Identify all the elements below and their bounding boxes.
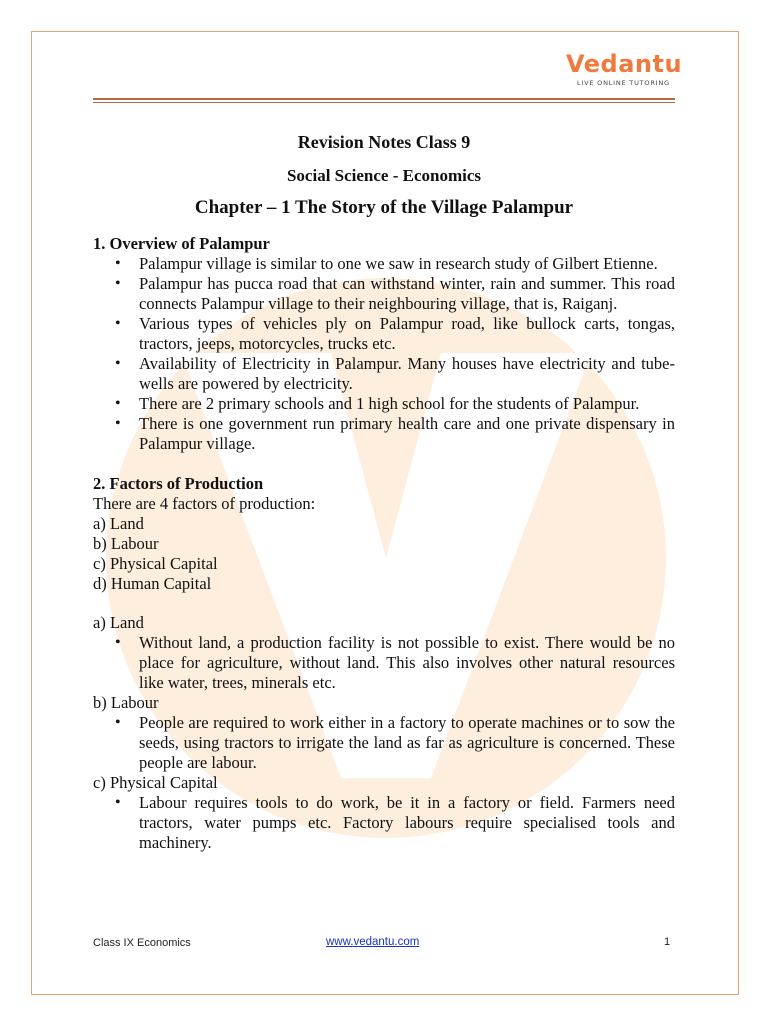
factor-list-item: d) Human Capital [93, 574, 212, 593]
bullet-item: • There are 2 primary schools and 1 high school for the students of Palampur. [93, 394, 675, 414]
overview-bullet-list [93, 254, 675, 454]
doc-subject: Social Science - Economics [286, 166, 482, 185]
logo-tagline: LIVE ONLINE TUTORING [577, 79, 670, 87]
bullet-item: • Various types of vehicles ply on Palampur road, like bullock carts, tongas, tractors, jeeps, motorcycles, trucks etc. [93, 314, 675, 354]
land-bullet-list [93, 633, 675, 693]
bullet-item: • Palampur village is similar to one we saw in research study of Gilbert Etienne. [93, 254, 675, 274]
bullet-item: • Labour requires tools to do work, be it in a factory or field. Farmers need tractors, water pumps etc. Factory labours require specialised tools and machinery. [93, 793, 675, 853]
physical-capital-bullet-list [93, 793, 675, 853]
section-heading-overview: 1. Overview of Palampur [93, 234, 270, 253]
factor-list-item: b) Labour [93, 534, 159, 553]
doc-title: Revision Notes Class 9 [297, 132, 471, 152]
header-rule-thin [93, 102, 675, 103]
bullet-item: • People are required to work either in a factory to operate machines or to sow the seeds, using tractors to irrigate the land as far as agriculture is concerned. These people are labour. [93, 713, 675, 773]
subheading-physical-capital: c) Physical Capital [93, 773, 218, 792]
factors-intro: There are 4 factors of production: [93, 494, 316, 513]
labour-bullet-list [93, 713, 675, 773]
page-number: 1 [664, 936, 671, 948]
spacer [93, 594, 675, 613]
factor-list-item: a) Land [93, 514, 144, 533]
footer-website-link[interactable]: www.vedantu.com [326, 936, 420, 948]
subheading-land: a) Land [93, 613, 144, 632]
logo-wordmark: Vedantu [566, 50, 683, 78]
bullet-item: • Without land, a production facility is not possible to exist. There would be no place for agriculture, without land. This also involves other natural resources like water, trees, minerals etc. [93, 633, 675, 693]
bullet-item: • Availability of Electricity in Palampur. Many houses have electricity and tube-wells are powered by electricity. [93, 354, 675, 394]
header-rule [93, 98, 675, 100]
bullet-item: • There is one government run primary health care and one private dispensary in Palampur village. [93, 414, 675, 454]
section-heading-factors: 2. Factors of Production [93, 474, 264, 493]
doc-chapter-title: Chapter – 1 The Story of the Village Palampur [194, 197, 574, 218]
bullet-item: • Palampur has pucca road that can withstand winter, rain and summer. This road connects Palampur village to their neighbouring village, that is, Raiganj. [93, 274, 675, 314]
vedantu-logo [566, 50, 686, 90]
document-body [93, 128, 675, 853]
factor-list-item: c) Physical Capital [93, 554, 218, 573]
subheading-labour: b) Labour [93, 693, 159, 712]
footer-class-label: Class IX Economics [93, 937, 191, 949]
